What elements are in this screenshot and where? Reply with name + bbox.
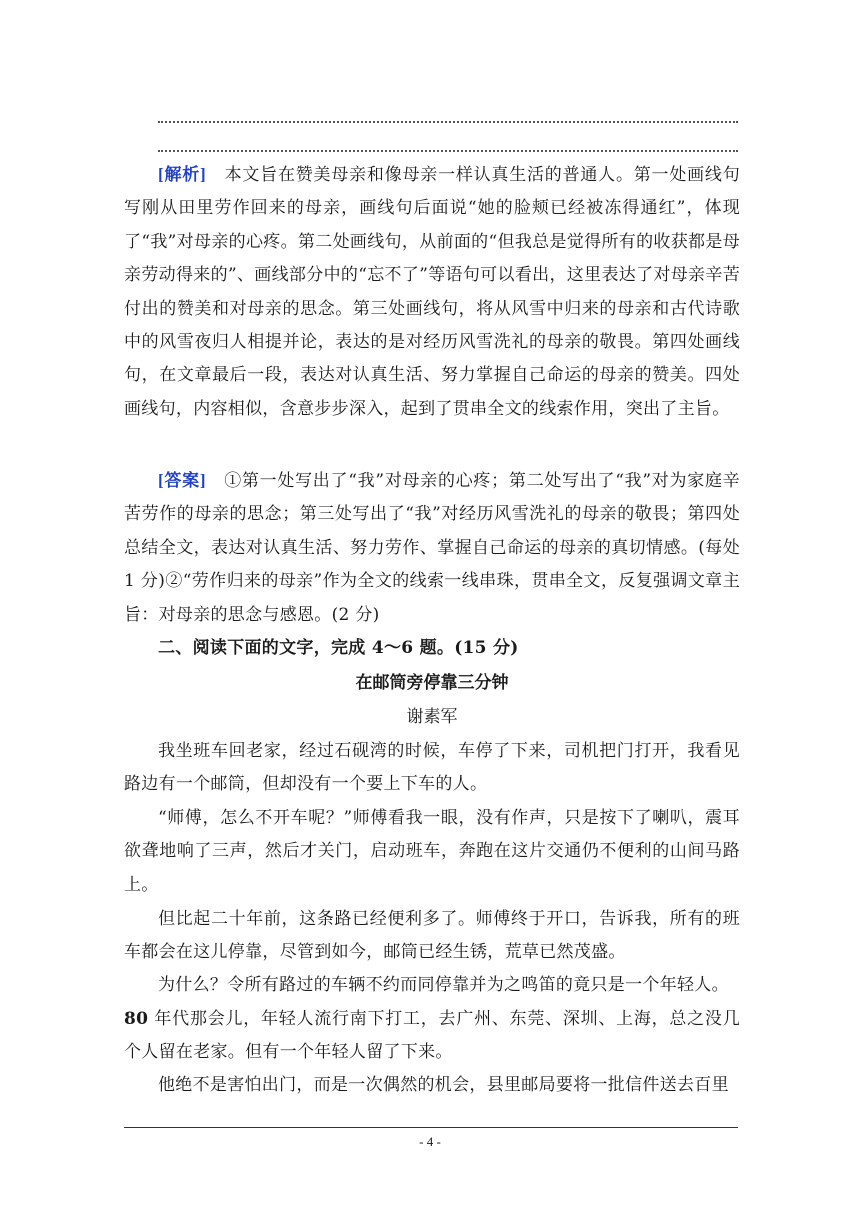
answer-tag: [答案] (158, 471, 206, 490)
year-number: 80 (124, 1009, 149, 1029)
article-paragraph-1: 我坐班车回老家，经过石砚湾的时候，车停了下来，司机把门打开，我看见路边有一个邮筒，但却没有一个要上下车的人。 (124, 741, 740, 795)
article-paragraph-3: 但比起二十年前，这条路已经便利多了。师傅终于开口，告诉我，所有的班车都会在这儿停靠，尽管到如今，邮筒已经生锈，荒草已然茂盛。 (124, 909, 740, 963)
article-paragraph-5 (124, 1003, 740, 1070)
section-heading: 二、阅读下面的文字，完成 4～6 题。(15 分) (158, 638, 519, 658)
article-paragraph-4: 为什么？令所有路过的车辆不约而同停靠并为之鸣笛的竟只是一个年轻人。 (158, 975, 729, 995)
article-paragraph-5-text: 年代那会儿，年轻人流行南下打工，去广州、东莞、深圳、上海，总之没几个人留在老家。但有一个年轻人留了下来。 (124, 1009, 740, 1063)
answer-blank-line-1 (158, 121, 738, 123)
answer-text: ①第一处写出了“我”对母亲的心疼；第二处写出了“我”对为家庭辛苦劳作的母亲的思念；第三处写出了“我”对经历风雪洗礼的母亲的敬畏；第四处总结全文，表达对认真生活、努力劳作、掌握自己命运的母亲的真切情感。(每处 1 分)②“劳作归来的母亲”作为全文的线索一线串珠，贯串全文，反复强调文章主旨：对母亲的思念与感恩。(2 分) (124, 471, 740, 625)
analysis-paragraph (124, 158, 740, 426)
analysis-tag: [解析] (158, 165, 206, 184)
analysis-text: 本文旨在赞美母亲和像母亲一样认真生活的普通人。第一处画线句写刚从田里劳作回来的母亲，画线句后面说“她的脸颊已经被冻得通红”，体现了“我”对母亲的心疼。第二处画线句，从前面的“但我总是觉得所有的收获都是母亲劳动得来的”、画线部分中的“忘不了”等语句可以看出，这里表达了对母亲辛苦付出的赞美和对母亲的思念。第三处画线句，将从风雪中归来的母亲和古代诗歌中的风雪夜归人相提并论，表达的是对经历风雪洗礼的母亲的敬畏。第四处画线句，在文章最后一段，表达对认真生活、努力掌握自己命运的母亲的赞美。四处画线句，内容相似，含意步步深入，起到了贯串全文的线索作用，突出了主旨。 (124, 165, 740, 419)
footer-rule (124, 1127, 738, 1128)
page-number: - 4 - (419, 1134, 441, 1149)
answer-paragraph (124, 464, 740, 632)
article-author: 谢素军 (406, 707, 458, 727)
answer-blank-line-2 (158, 150, 738, 152)
article-paragraph-6: 他绝不是害怕出门，而是一次偶然的机会，县里邮局要将一批信件送去百里 (158, 1075, 729, 1095)
article-paragraph-2: “师傅，怎么不开车呢？”师傅看我一眼，没有作声，只是按下了喇叭，震耳欲聋地响了三声，然后才关门，启动班车，奔跑在这片交通仍不便利的山间马路上。 (124, 808, 740, 895)
article-title: 在邮筒旁停靠三分钟 (355, 673, 509, 693)
